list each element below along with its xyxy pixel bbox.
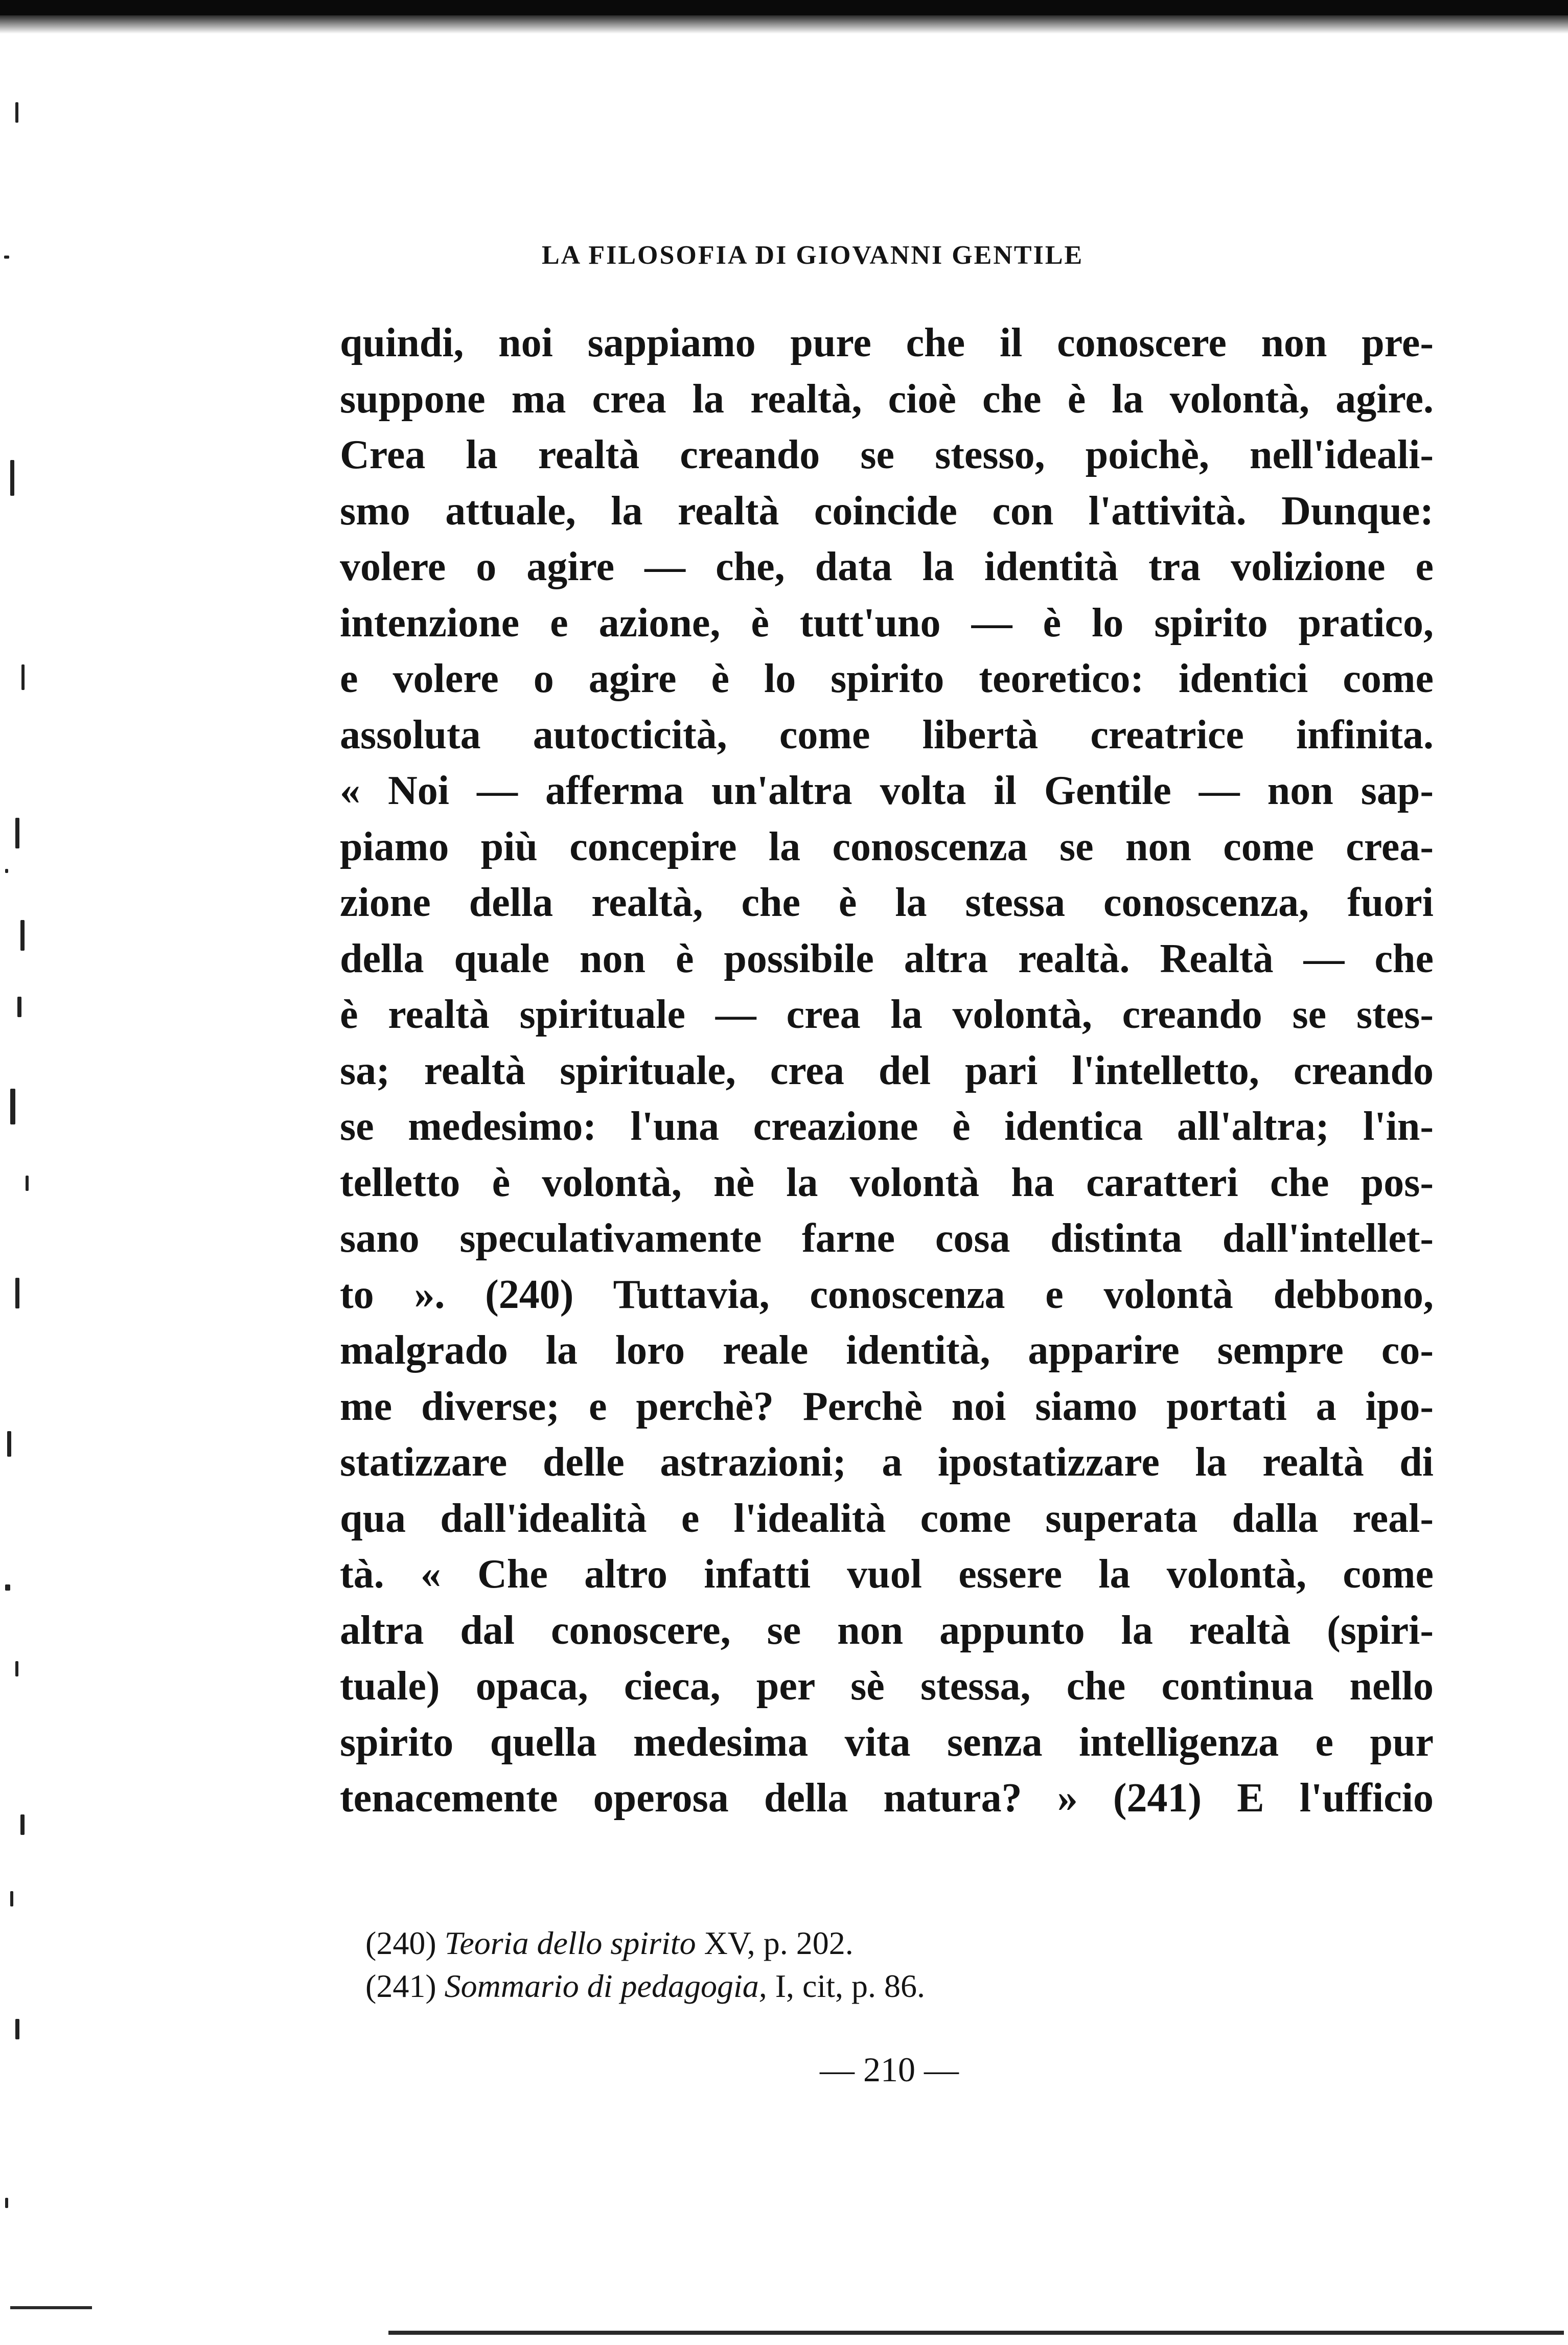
body-text — [340, 315, 1434, 1827]
text-line: « Noi — afferma un'altra volta il Gentile — non sap- — [340, 768, 1434, 813]
footnote-reference: I, cit, p. 86. — [775, 1968, 925, 2004]
footnote-240 — [365, 1922, 1336, 1965]
text-line: intenzione e azione, è tutt'uno — è lo spirito pratico, — [340, 600, 1434, 646]
page-top-edge-shadow — [0, 0, 1568, 15]
text-line: tuale) opaca, cieca, per sè stessa, che continua nello — [340, 1664, 1434, 1709]
text-line: sano speculativamente farne cosa distinta dall'intellet- — [340, 1216, 1434, 1261]
text-line: spirito quella medesima vita senza intelligenza e pur — [340, 1719, 1434, 1765]
text-line: altra dal conoscere, se non appunto la realtà (spiri- — [340, 1607, 1434, 1653]
text-line: tà. « Che altro infatti vuol essere la volontà, come — [340, 1552, 1434, 1597]
text-line: se medesimo: l'una creazione è identica all'altra; l'in- — [340, 1104, 1434, 1149]
text-line: malgrado la loro reale identità, apparire sempre co- — [340, 1328, 1434, 1373]
text-line: zione della realtà, che è la stessa conoscenza, fuori — [340, 880, 1434, 925]
footnote-reference: XV, p. 202. — [704, 1925, 854, 1961]
text-line: smo attuale, la realtà coincide con l'attività. Dunque: — [340, 488, 1434, 534]
footnote-number: (240) — [365, 1925, 436, 1961]
text-line: Crea la realtà creando se stesso, poichè, nell'ideali- — [340, 432, 1434, 477]
page-number: — 210 — — [820, 2050, 959, 2089]
running-head: LA FILOSOFIA DI GIOVANNI GENTILE — [542, 241, 1084, 270]
text-line: telletto è volontà, nè la volontà ha caratteri che pos- — [340, 1160, 1434, 1205]
text-line: to ». (240) Tuttavia, conoscenza e volontà debbono, — [340, 1272, 1434, 1317]
page-bottom-edge — [388, 2331, 1564, 2335]
text-line: volere o agire — che, data la identità tra volizione e — [340, 544, 1434, 589]
text-line: sa; realtà spirituale, crea del pari l'intelletto, creando — [340, 1048, 1434, 1093]
text-line: assoluta autocticità, come libertà creatrice infinita. — [340, 712, 1434, 757]
text-line: è realtà spirituale — crea la volontà, creando se stes- — [340, 992, 1434, 1037]
page-top-edge-fade — [0, 15, 1568, 34]
footnote-title: Sommario di pedagogia, — [444, 1968, 767, 2004]
text-line: e volere o agire è lo spirito teoretico: identici come — [340, 656, 1434, 701]
footnotes — [365, 1922, 1336, 2008]
footnote-241 — [365, 1965, 1336, 2008]
footnote-title: Teoria dello spirito — [444, 1925, 696, 1961]
text-line: quindi, noi sappiamo pure che il conoscere non pre- — [340, 320, 1434, 365]
text-line: me diverse; e perchè? Perchè noi siamo portati a ipo- — [340, 1384, 1434, 1429]
text-line: suppone ma crea la realtà, cioè che è la volontà, agire. — [340, 376, 1434, 422]
footnote-number: (241) — [365, 1968, 436, 2004]
text-line: qua dall'idealità e l'idealità come superata dalla real- — [340, 1496, 1434, 1541]
scan-margin-marks — [0, 51, 46, 2300]
text-line: statizzare delle astrazioni; a ipostatizzare la realtà di — [340, 1440, 1434, 1485]
text-line: della quale non è possibile altra realtà. Realtà — che — [340, 936, 1434, 981]
text-line: tenacemente operosa della natura? » (241) E l'ufficio — [340, 1776, 1434, 1821]
scan-edge-mark — [10, 2306, 92, 2309]
text-line: piamo più concepire la conoscenza se non come crea- — [340, 824, 1434, 869]
